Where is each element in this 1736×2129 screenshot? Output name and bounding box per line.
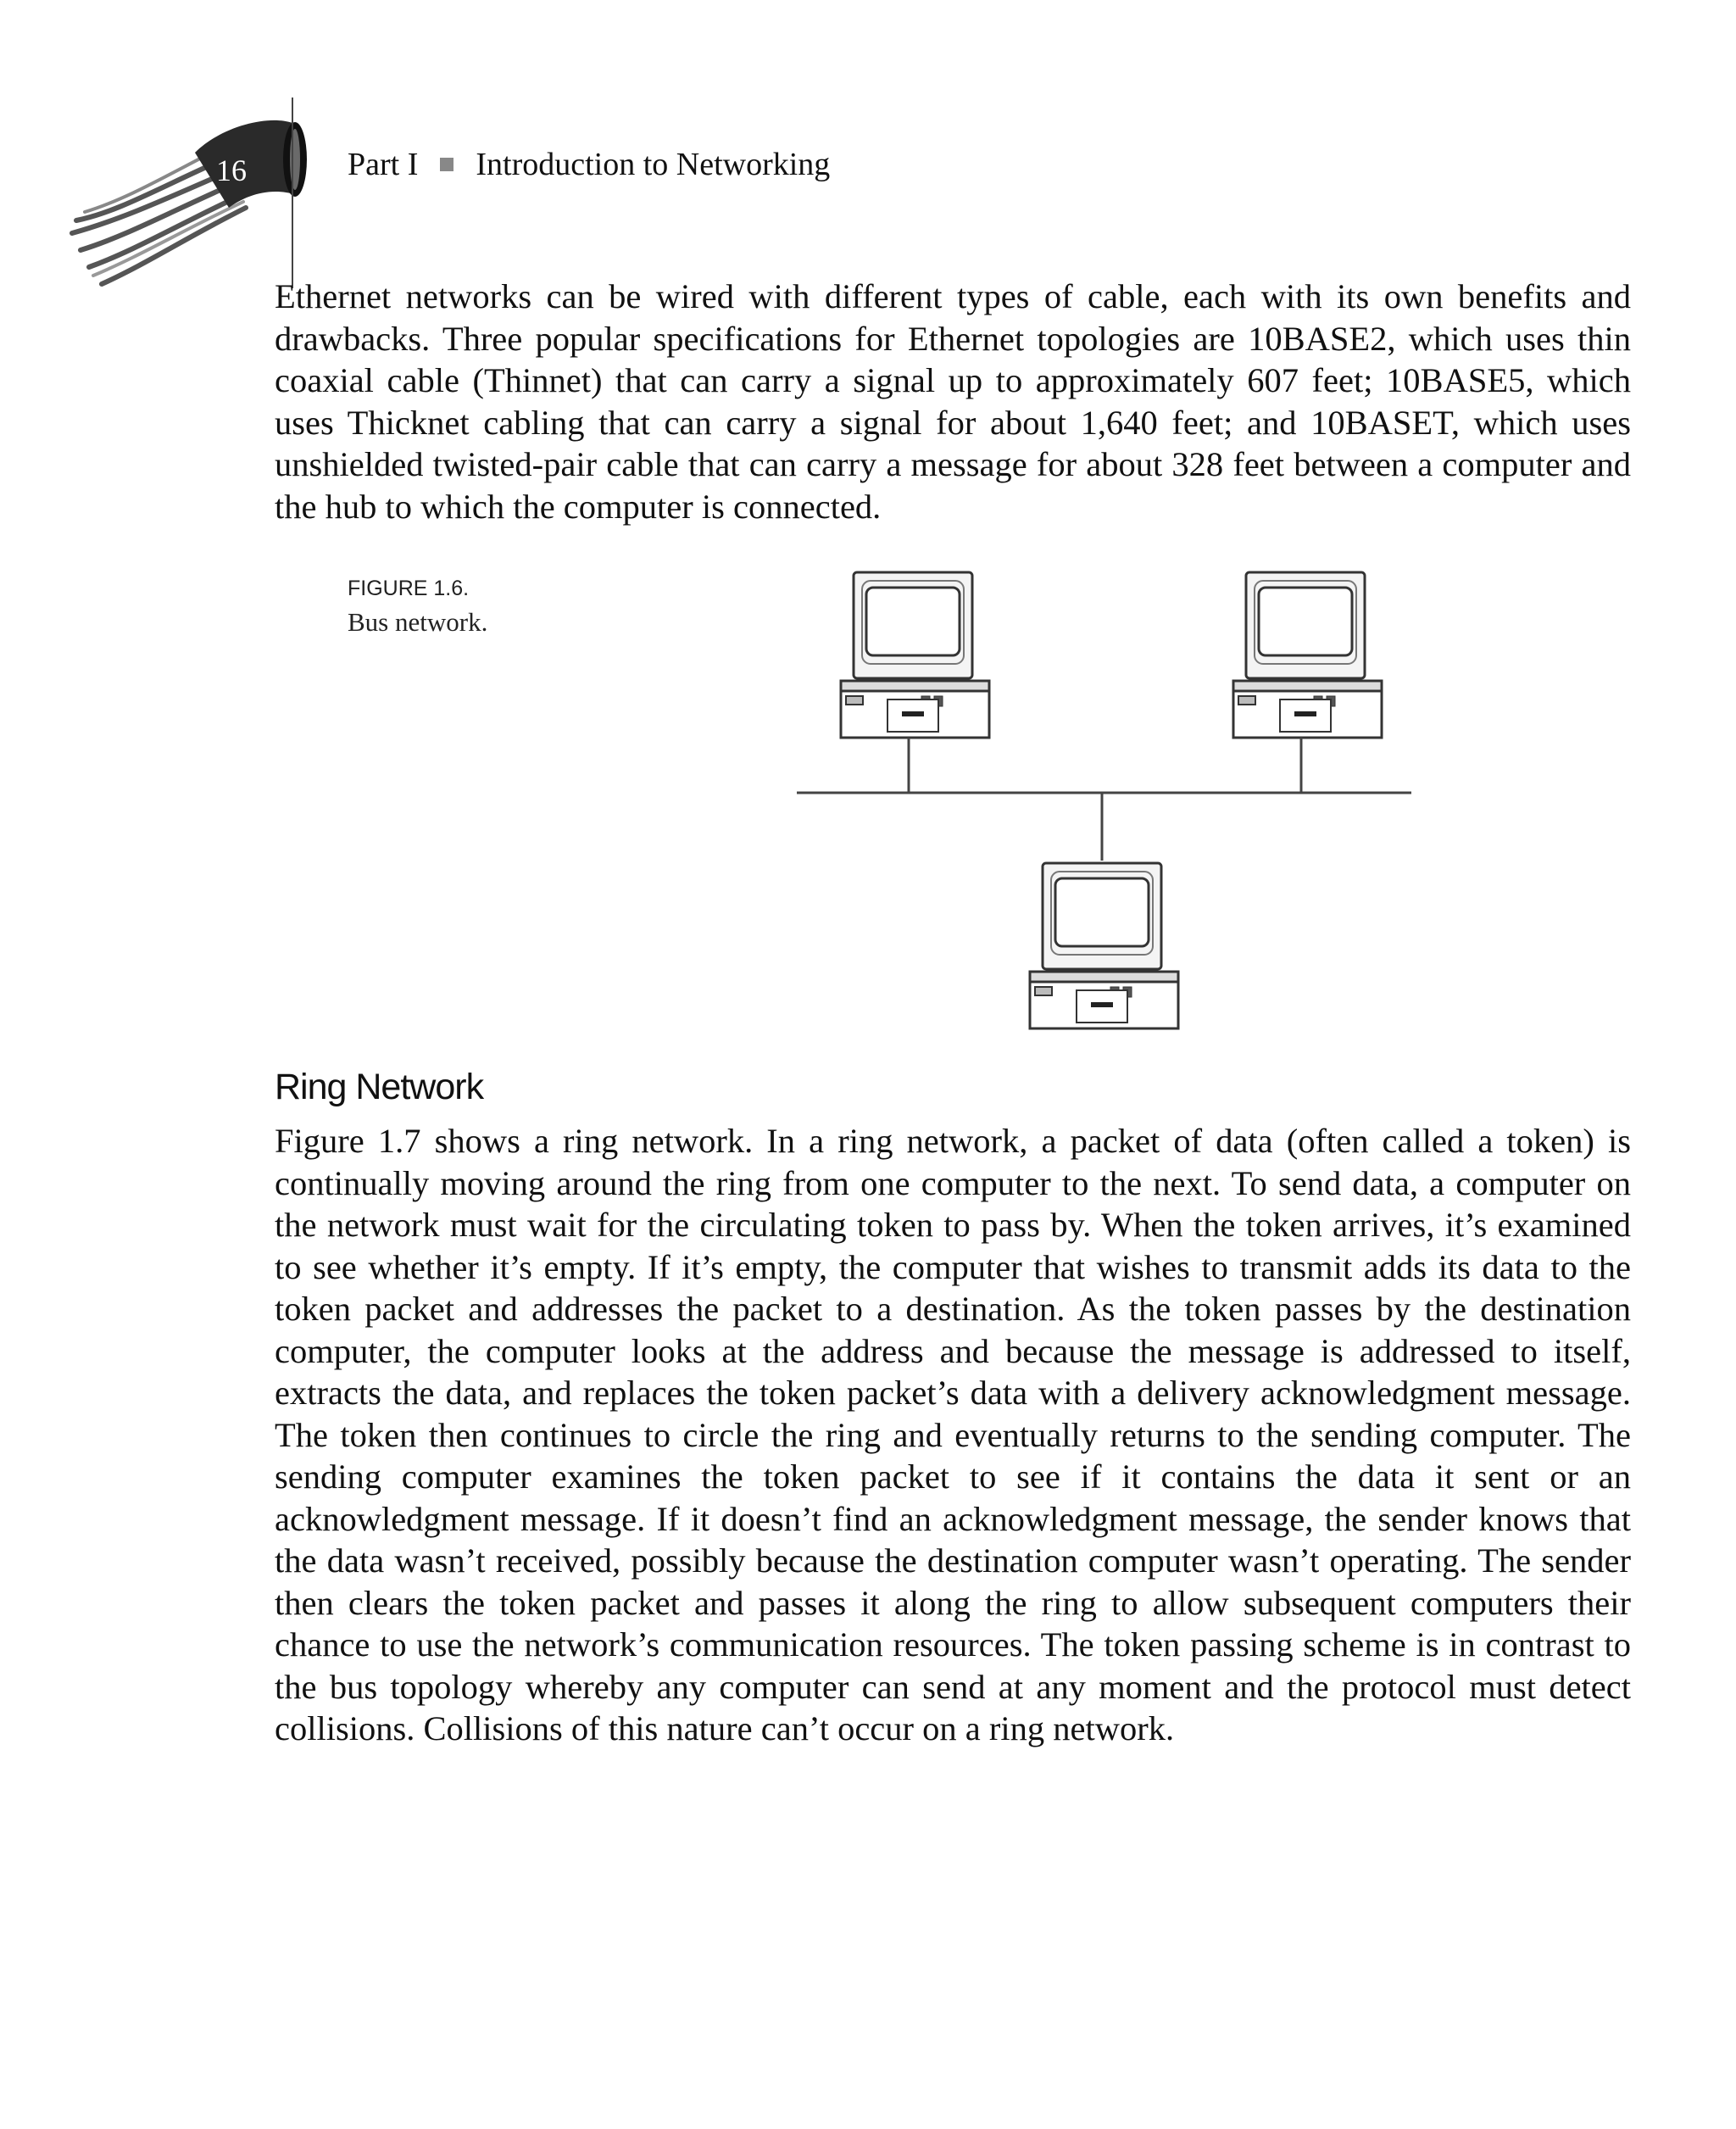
bus-cable [797,738,1411,861]
bus-network-diagram [780,560,1424,1034]
intro-paragraph: Ethernet networks can be wired with different types of cable, each with its own benefits and drawbacks. Three popular specifications for Ethernet topologies are 10BASE2, which uses thin coaxial cable (Thinnet) that can carry a signal up to approximately 607 feet; 10BASE5, which uses Thicknet cabling that can carry a signal for about 1,640 feet; and 10BASET, which uses unshielded twisted-pair cable that can carry a message for about 328 feet between a computer and the hub to which the computer is connected. [275,277,1631,526]
chapter-title: Introduction to Networking [476,147,831,182]
computer-bottom-center [1030,863,1178,1028]
figure-label: FIGURE 1.6. [348,577,470,600]
ring-network-paragraph: Figure 1.7 shows a ring network. In a ring network, a packet of data (often called a token) is continually moving around the ring from one computer to the next. To send data, a computer on the network must wait for the circulating token to pass by. When the token arrives, it’s examined to see whether it’s empty. If it’s empty, the computer that wishes to transmit adds its data to the token packet and addresses the packet to a destination. As the token passes by the destination computer, the computer looks at the address and because the message is addressed to itself, extracts the data, and replaces the token packet’s data with a delivery acknowledgment message. The token then continues to circle the ring and eventually returns to the sending computer. The sending computer examines the token packet to see if it contains the data it sent or an acknowledgment message. If it doesn’t find an acknowledgment message, the sender knows that the data wasn’t received, possibly because the destination computer wasn’t operating. The sender then clears the token packet and passes it along the ring to allow subsequent computers their chance to use the network’s communication resources. The token passing scheme is in contrast to the bus topology whereby any computer can send at any moment and the protocol must detect collisions. Collisions of this nature can’t occur on a ring network. [275,1122,1631,1747]
header-rule [292,98,293,288]
separator-square-icon [440,158,453,171]
computer-top-right [1233,572,1382,738]
part-label: Part I [348,147,419,182]
section-heading: Ring Network [275,1067,484,1107]
figure-caption: Bus network. [348,607,488,637]
running-head [348,146,830,183]
page-number: 16 [216,153,247,187]
computer-top-left [841,572,989,738]
header-illustration [68,93,322,297]
